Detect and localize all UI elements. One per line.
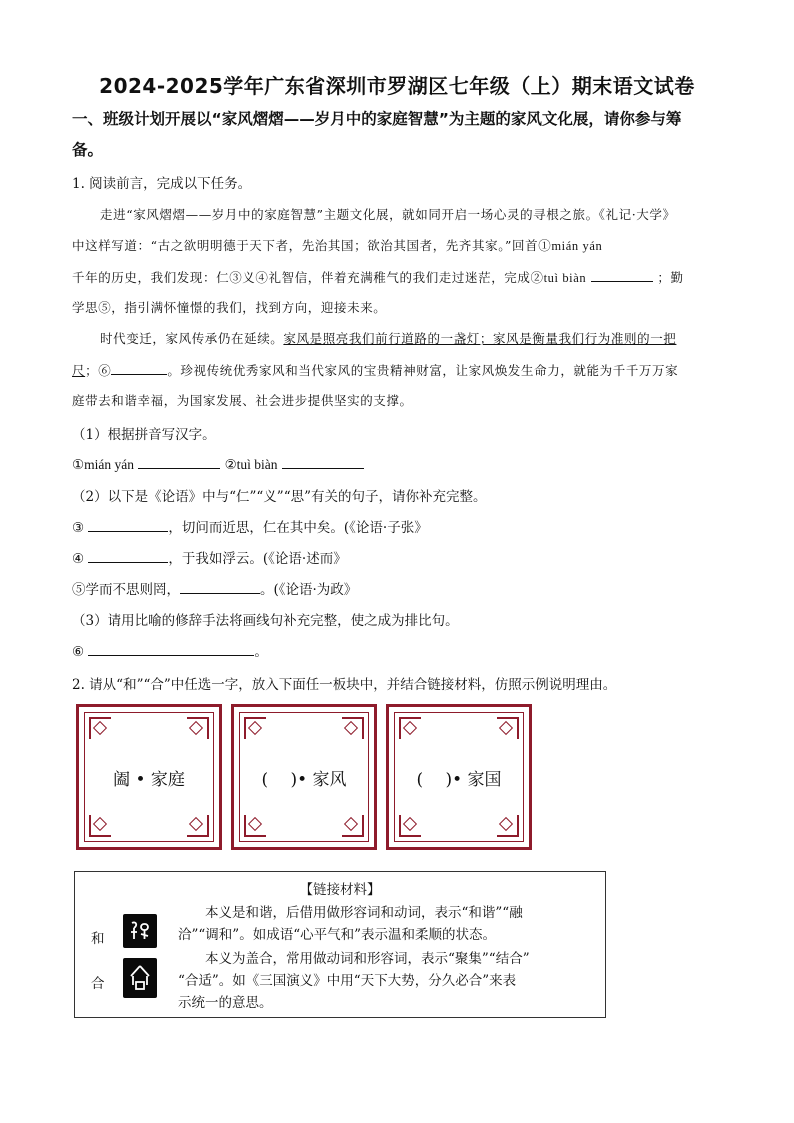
corner-ornament-icon <box>89 815 111 837</box>
corner-ornament-icon <box>342 815 364 837</box>
preface-para1-line3 <box>72 267 732 286</box>
card-label: ( )• 家风 <box>261 770 347 790</box>
answer-blank[interactable] <box>88 548 168 563</box>
preface-para1-line4: 学思⑤，指引满怀憧憬的我们，找到方向，迎接未来。 <box>72 300 387 315</box>
item-text: ，于我如浮云。(《论语·述而》 <box>168 551 347 567</box>
sub-question-1: （1）根据拼音写汉字。 <box>72 427 216 443</box>
sub-question-3: （3）请用比喻的修辞手法将画线句补充完整，使之成为排比句。 <box>72 613 459 629</box>
theme-card-nation <box>386 704 532 850</box>
item-text: 。(《论语·为政》 <box>260 582 358 598</box>
item-number: ③ <box>72 520 85 536</box>
material-title: 【链接材料】 <box>299 882 381 898</box>
link-material-box <box>74 871 606 1018</box>
material-he-line-1: 本义是和谐，后借用做形容词和动词，表示“和谐”“融 <box>205 905 523 921</box>
preface-text: 时代变迁，家风传承仍在延续。 <box>100 331 284 346</box>
underlined-sentence: 家风是照亮我们前行道路的一盏灯；家风是衡量我们行为准则的一把 <box>283 331 677 346</box>
corner-ornament-icon <box>497 815 519 837</box>
corner-ornament-icon <box>187 717 209 739</box>
sub-question-2-item-5 <box>72 578 732 598</box>
seal-script-he2-icon <box>123 958 157 998</box>
item-text: ，切问而近思，仁在其中矣。(《论语·子张》 <box>168 520 428 536</box>
question-1-prompt: 1. 阅读前言，完成以下任务。 <box>72 176 252 192</box>
sub-question-3-item-6 <box>72 640 732 660</box>
pinyin-tuibian: tuì biàn <box>543 271 587 285</box>
underlined-sentence-end: 尺 <box>72 363 86 378</box>
preface-para2-line2 <box>72 360 732 379</box>
sub-question-1-items <box>72 454 732 473</box>
corner-ornament-icon <box>89 717 111 739</box>
sub-question-2-item-3 <box>72 516 732 536</box>
card-label: 阖 • 家庭 <box>113 770 185 790</box>
corner-ornament-icon <box>187 815 209 837</box>
seal-script-he-icon <box>123 914 157 948</box>
corner-ornament-icon <box>342 717 364 739</box>
preface-text: 。珍视传统优秀家风和当代家风的宝贵精神财富，让家风焕发生命力，就能为千千万万家 <box>167 363 679 378</box>
preface-text: 中这样写道：“古之欲明明德于天下者，先治其国；欲治其国者，先齐其家。”回首① <box>72 238 552 253</box>
material-he2-line-3: 示统一的意思。 <box>178 995 273 1011</box>
corner-ornament-icon <box>497 717 519 739</box>
section-heading-line-1: 一、班级计划开展以“家风熠熠——岁月中的家庭智慧”为主题的家风文化展，请你参与筹 <box>72 110 682 128</box>
preface-text: ；勤 <box>657 270 684 285</box>
theme-card-family-style <box>231 704 377 850</box>
section-one-heading <box>72 104 732 166</box>
material-char-he: 和 <box>91 931 105 947</box>
answer-blank[interactable] <box>180 579 260 594</box>
answer-blank[interactable] <box>88 641 254 656</box>
pinyin-mianyan: mián yán <box>551 239 603 253</box>
material-he2-line-2: “合适”。如《三国演义》中用“天下大势，分久必合”来表 <box>178 973 517 989</box>
answer-blank[interactable] <box>111 360 167 375</box>
corner-ornament-icon <box>244 717 266 739</box>
item-text: ⑤学而不思则罔， <box>72 582 180 598</box>
corner-ornament-icon <box>399 717 421 739</box>
sub-question-2-item-4 <box>72 547 732 567</box>
pinyin-item-2: ②tuì biàn <box>224 457 278 472</box>
material-char-he2: 合 <box>91 976 105 992</box>
pinyin-item-1: ①mián yán <box>72 457 134 472</box>
material-he2-line-1: 本义为盖合，常用做动词和形容词，表示“聚集”“结合” <box>205 951 530 967</box>
theme-card-family <box>76 704 222 850</box>
preface-para1-line2 <box>72 236 732 254</box>
corner-ornament-icon <box>244 815 266 837</box>
item-number: ④ <box>72 551 85 567</box>
corner-ornament-icon <box>399 815 421 837</box>
card-label: ( )• 家国 <box>416 770 502 790</box>
preface-para1-line1: 走进“家风熠熠——岁月中的家庭智慧”主题文化展，就如同开启一场心灵的寻根之旅。《礼记·大学》 <box>100 207 676 222</box>
answer-blank[interactable] <box>88 517 168 532</box>
section-heading-line-2: 备。 <box>72 141 104 159</box>
question-2-prompt: 2. 请从“和”“合”中任选一字，放入下面任一板块中，并结合链接材料，仿照示例说明理由。 <box>72 677 617 693</box>
item-text: 。 <box>254 644 268 660</box>
answer-blank[interactable] <box>138 454 220 469</box>
material-he-line-2: 洽”“调和”。如成语“心平气和”表示温和柔顺的状态。 <box>178 927 497 943</box>
preface-para2-line1 <box>100 329 732 347</box>
preface-text: ；⑥ <box>85 363 112 378</box>
item-number: ⑥ <box>72 644 85 660</box>
preface-text: 千年的历史，我们发现：仁③义④礼智信，伴着充满稚气的我们走过迷茫，完成② <box>72 270 544 285</box>
answer-blank[interactable] <box>591 267 653 282</box>
preface-para2-line3: 庭带去和谐幸福，为国家发展、社会进步提供坚实的支撑。 <box>72 393 413 408</box>
sub-question-2: （2）以下是《论语》中与“仁”“义”“思”有关的句子，请你补充完整。 <box>72 489 487 505</box>
exam-title: 2024-2025学年广东省深圳市罗湖区七年级（上）期末语文试卷 <box>99 74 695 98</box>
answer-blank[interactable] <box>282 454 364 469</box>
